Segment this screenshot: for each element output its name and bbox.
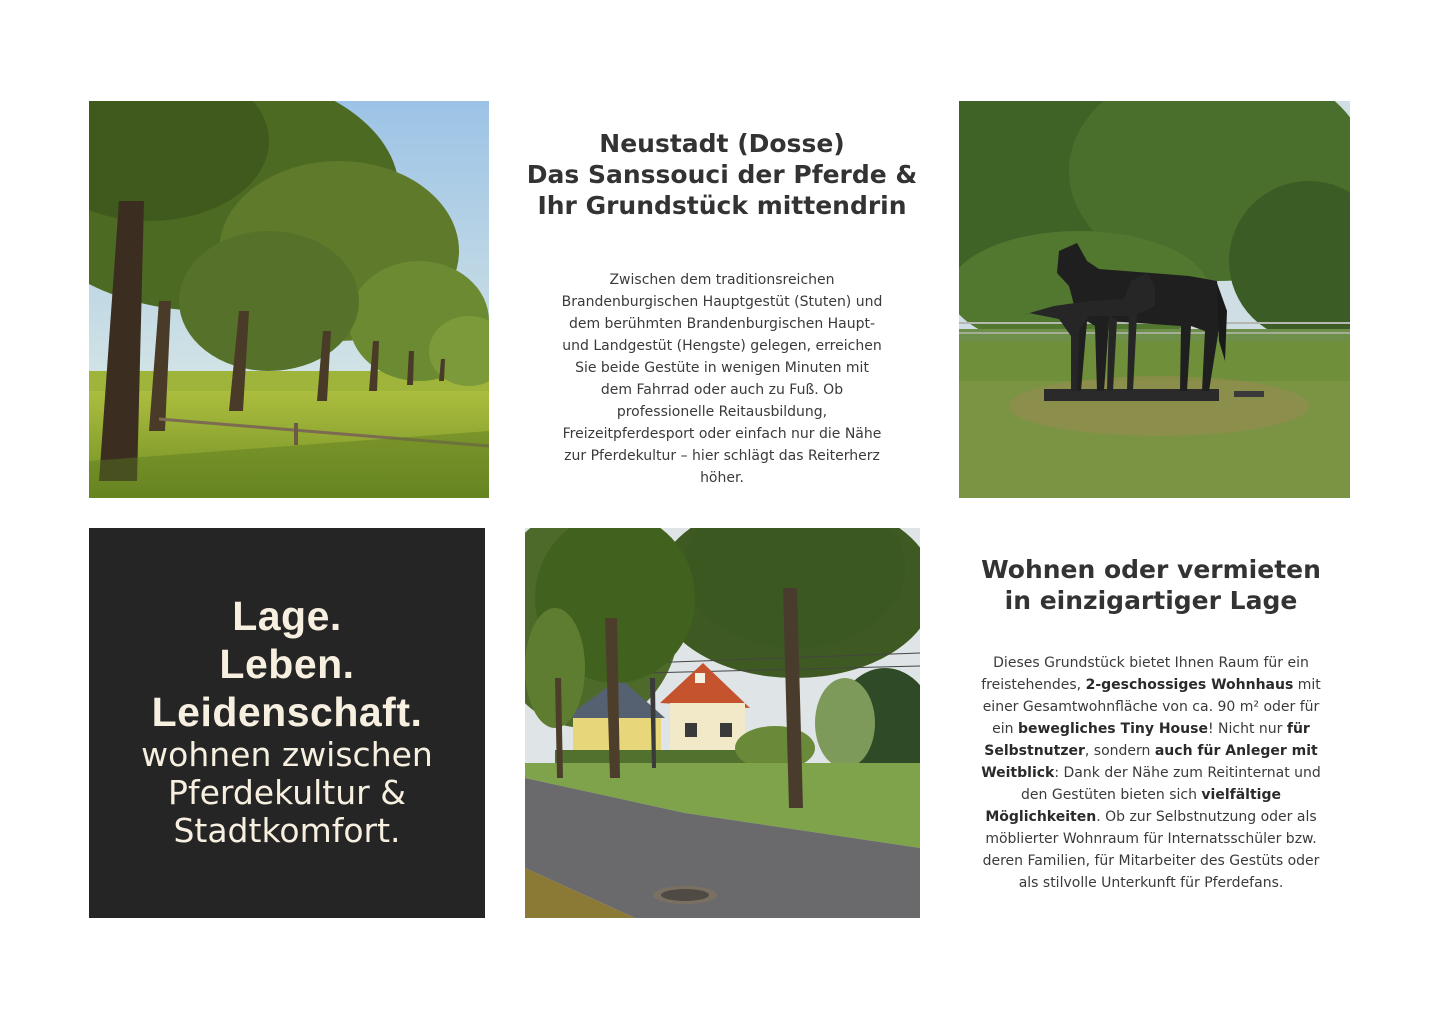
wohnen-section xyxy=(966,554,1336,894)
wohnen-heading xyxy=(966,554,1336,616)
wohnen-heading-line: Wohnen oder vermieten xyxy=(981,555,1321,584)
wohnen-text: . Ob zur Selbstnutzung oder als möblierter Wohnraum für Internatsschüler bzw. deren Familien, für Mitarbeiter des Gestüts oder als stilvolle Unterkunft für Pferdefans. xyxy=(982,809,1320,891)
slogan-line: Leben. xyxy=(219,641,355,687)
intro-heading-line: Das Sanssouci der Pferde & xyxy=(526,160,918,189)
wohnen-text: ! Nicht nur xyxy=(1207,721,1287,737)
wohnen-highlight: vielfältige Möglichkeiten xyxy=(985,787,1281,825)
tree-alley-photo xyxy=(89,101,489,498)
intro-heading xyxy=(515,128,929,221)
wohnen-text: : Dank der Nähe zum Reitinternat und den Gestüten bieten sich xyxy=(1021,765,1321,803)
horse-statue-photo xyxy=(959,101,1350,498)
street-houses-photo xyxy=(525,528,920,918)
wohnen-highlight: 2-geschossiges Wohnhaus xyxy=(1085,677,1294,693)
intro-heading-line: Ihr Grundstück mittendrin xyxy=(537,191,907,220)
wohnen-highlight: für Selbstnutzer xyxy=(984,721,1310,759)
subslogan-line: wohnen zwischen xyxy=(141,735,433,774)
intro-paragraph: Zwischen dem traditionsreichen Brandenburgischen Hauptgestüt (Stuten) und dem berühmten Brandenburgischen Haupt- und Landgestüt (Hengste) gelegen, erreichen Sie beide Gestüte in wenigen Minuten mit dem Fahrrad oder auch zu Fuß. Ob professionelle Reitausbildung, Freizeitpferdesport oder einfach nur die Nähe zur Pferdekultur – hier schlägt das Reiterherz höher. xyxy=(561,272,883,486)
wohnen-highlight: auch für Anleger mit Weitblick xyxy=(981,743,1318,781)
wohnen-text: Dieses Grundstück bietet Ihnen Raum für ein freistehendes, xyxy=(981,655,1309,693)
wohnen-text: mit einer Gesamtwohnfläche von ca. 90 m² oder für ein xyxy=(982,677,1321,737)
wohnen-text: , sondern xyxy=(1084,743,1155,759)
slogan-line: Leidenschaft. xyxy=(151,689,423,735)
slogan-tile xyxy=(89,528,485,918)
slogan-line: Lage. xyxy=(232,593,342,639)
intro-heading-line: Neustadt (Dosse) xyxy=(599,129,845,158)
wohnen-paragraph xyxy=(966,652,1336,894)
wohnen-highlight: bewegliches Tiny House xyxy=(1017,721,1208,737)
wohnen-heading-line: in einzigartiger Lage xyxy=(1004,586,1298,615)
subslogan-line: Stadtkomfort. xyxy=(173,811,401,850)
subslogan-line: Pferdekultur & xyxy=(168,773,406,812)
intro-section xyxy=(515,128,929,489)
